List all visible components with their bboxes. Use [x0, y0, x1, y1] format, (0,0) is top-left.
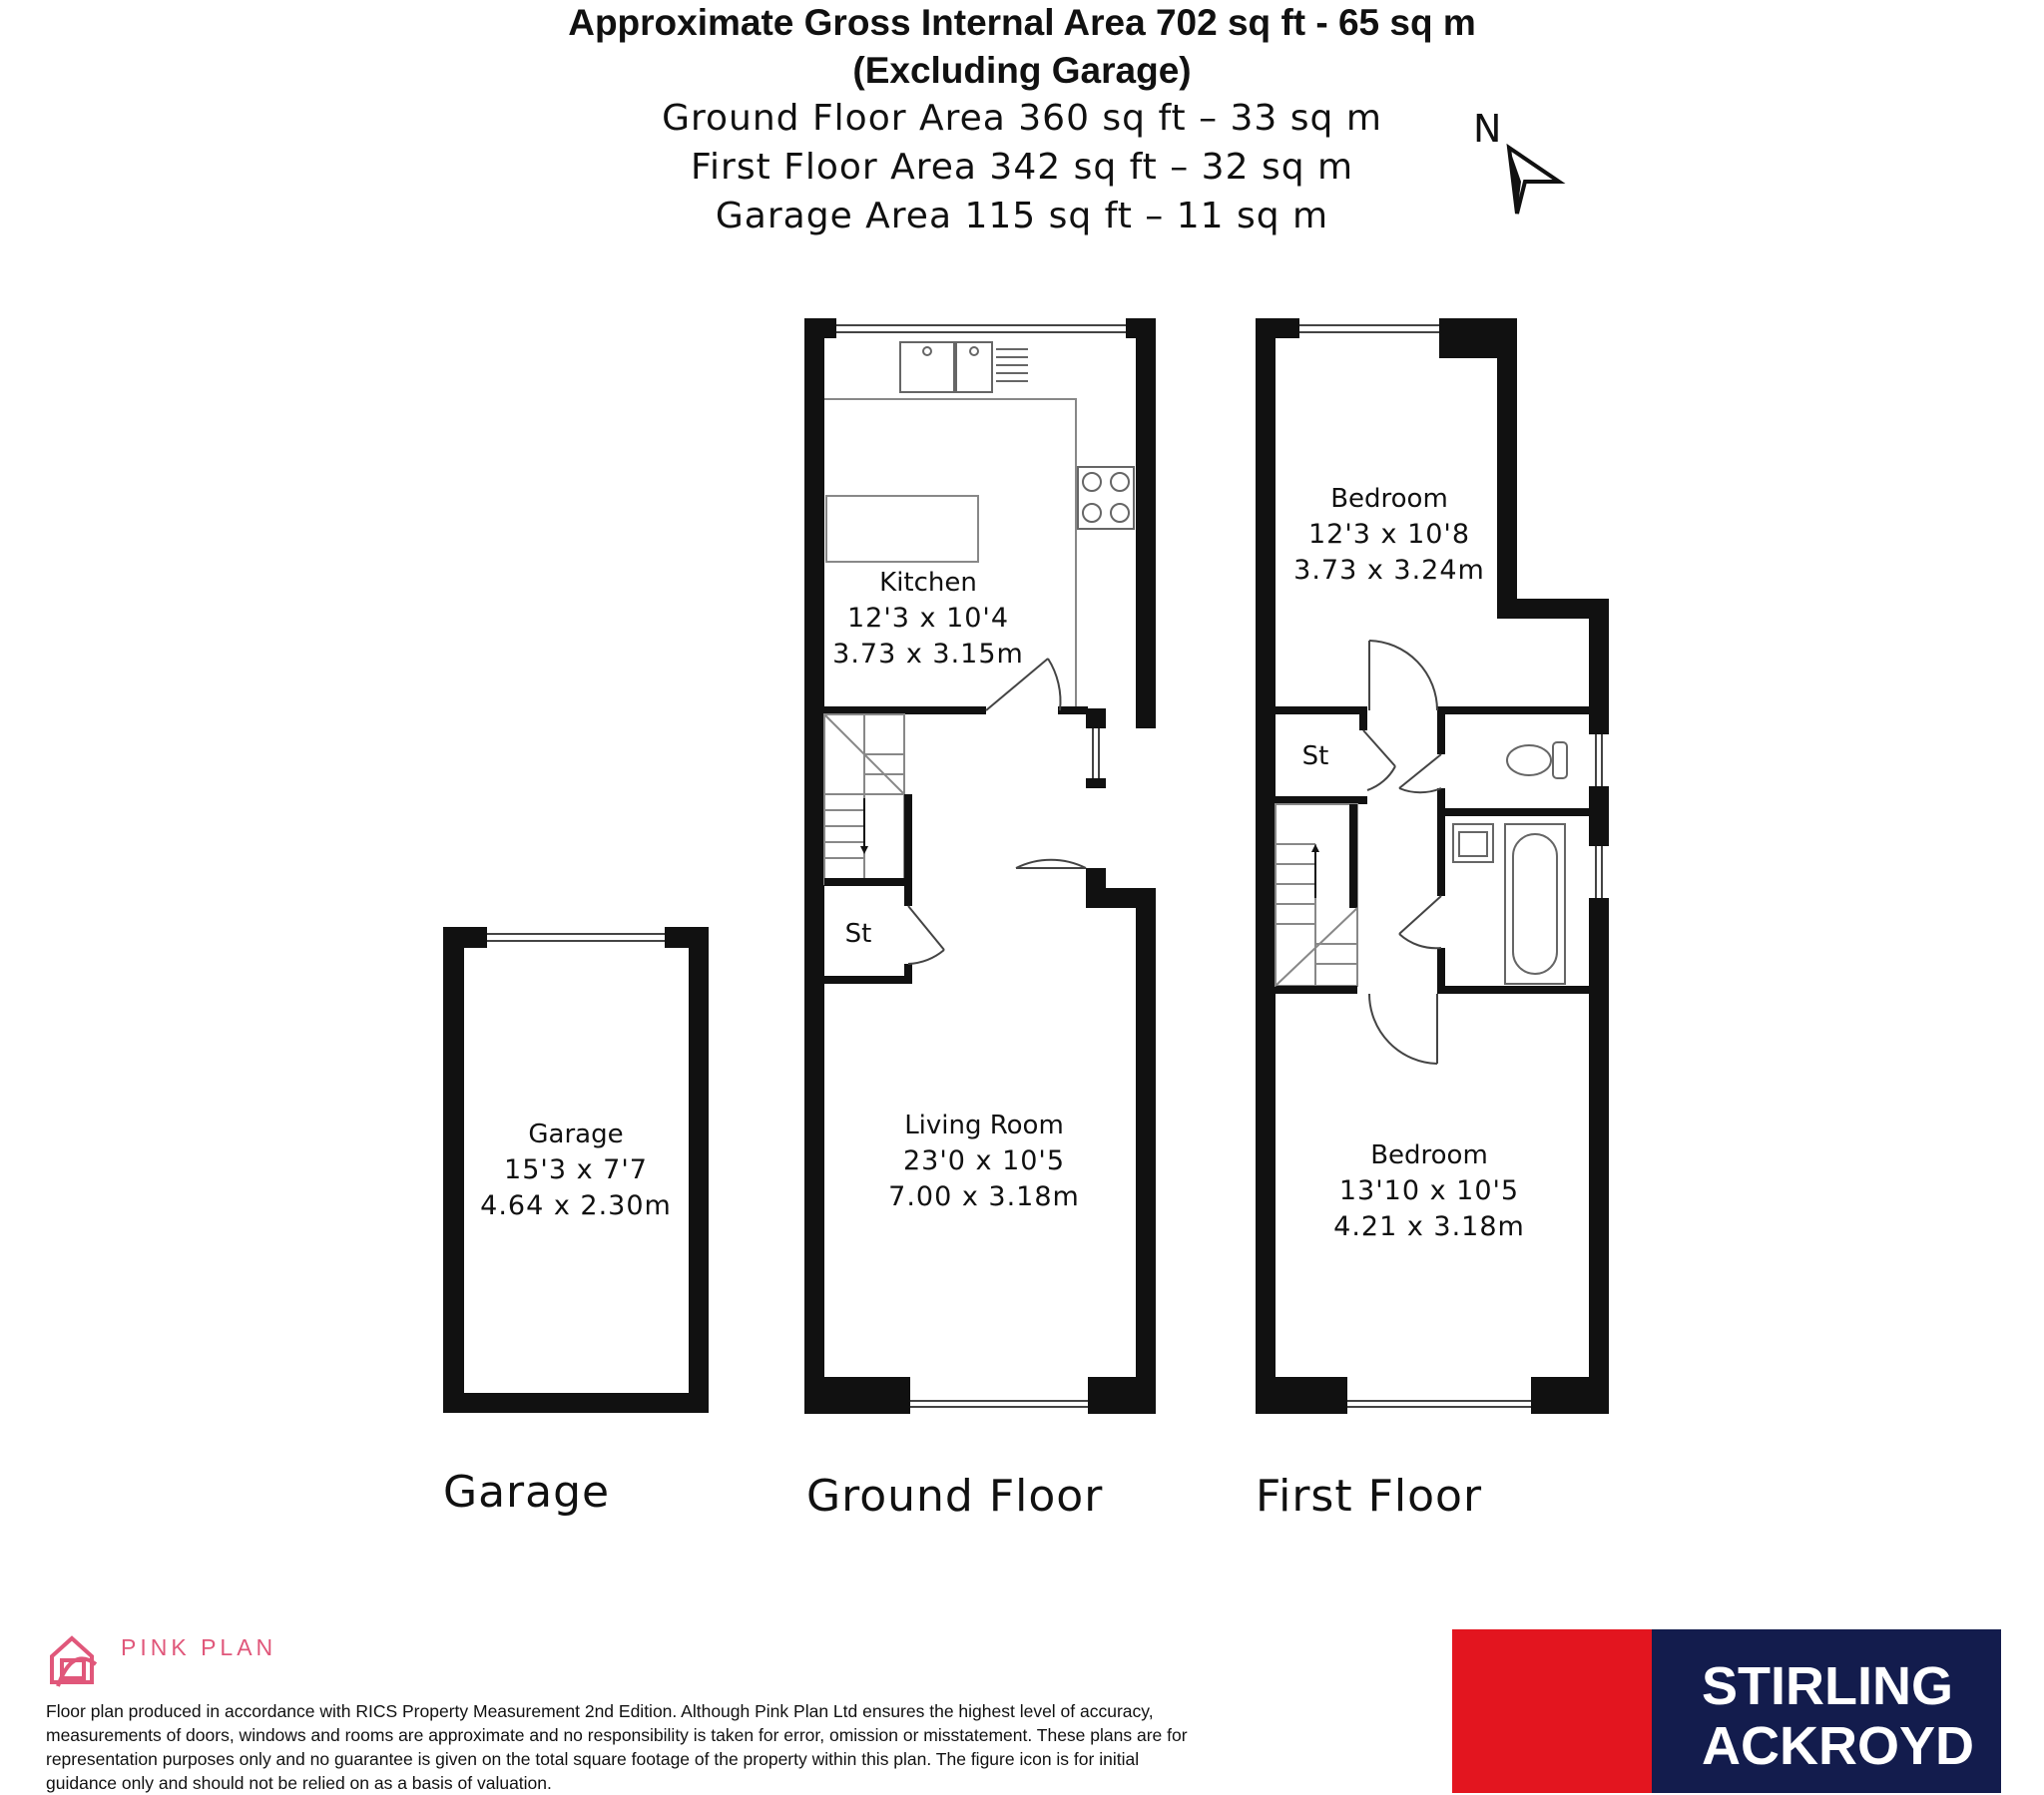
- gross-area-title: Approximate Gross Internal Area 702 sq ft - 65 sq m: [568, 2, 1476, 43]
- garage-room-metric: 4.64 x 2.30m: [480, 1190, 672, 1221]
- ground-floor-area: Ground Floor Area 360 sq ft – 33 sq m: [662, 98, 1382, 139]
- bedroom1-room-metric: 3.73 x 3.24m: [1293, 555, 1485, 586]
- garage-plan: [443, 927, 709, 1413]
- disclaimer-text: Floor plan produced in accordance with RICS Property Measurement 2nd Edition. Although Pink Plan Ltd ensures the highest level of accuracy, measurements of doors, windows and rooms are approximate and no responsibility is taken for error, omission or misstatement. These plans are for representation purposes only and no guarantee is given on the total square footage of the property within this plan. The figure icon is for initial guidance only and should not be relied on as a basis of valuation.: [46, 1701, 1188, 1793]
- garage-floor-label: Garage: [443, 1467, 611, 1518]
- pink-plan-brand: PINK PLAN: [121, 1634, 277, 1660]
- kitchen-room-imperial: 12'3 x 10'4: [846, 603, 1010, 634]
- kitchen-room-name: Kitchen: [879, 568, 977, 598]
- first-store-name: St: [1301, 741, 1329, 771]
- first-floor-label: First Floor: [1256, 1471, 1483, 1522]
- ground-floor-plan: [804, 318, 1156, 1414]
- stirling-ackroyd-logo: [1452, 1629, 2001, 1793]
- ground-store-name: St: [844, 919, 872, 949]
- living-room-name: Living Room: [904, 1111, 1064, 1140]
- garage-room-name: Garage: [528, 1120, 624, 1149]
- bedroom1-room-name: Bedroom: [1330, 484, 1448, 514]
- agency-logo-red-panel: [1452, 1629, 1652, 1793]
- garage-area: Garage Area 115 sq ft – 11 sq m: [715, 196, 1329, 236]
- bedroom2-room-name: Bedroom: [1370, 1140, 1488, 1170]
- agency-name-line2: ACKROYD: [1702, 1716, 1975, 1776]
- agency-logo-text-panel: [1652, 1629, 2001, 1793]
- ground-floor-label: Ground Floor: [806, 1471, 1104, 1522]
- pink-plan-logo-icon: [52, 1638, 96, 1686]
- first-floor-plan: [1256, 318, 1609, 1414]
- first-floor-area: First Floor Area 342 sq ft – 32 sq m: [690, 147, 1354, 188]
- living-room-metric: 7.00 x 3.18m: [888, 1181, 1080, 1212]
- gross-area-subtitle: (Excluding Garage): [852, 50, 1192, 91]
- north-arrow-icon: [1473, 107, 1559, 214]
- living-room-imperial: 23'0 x 10'5: [902, 1145, 1066, 1176]
- bedroom2-room-imperial: 13'10 x 10'5: [1338, 1175, 1520, 1206]
- bedroom1-room-imperial: 12'3 x 10'8: [1307, 519, 1471, 550]
- compass-n-label: N: [1473, 107, 1502, 151]
- bedroom2-room-metric: 4.21 x 3.18m: [1333, 1211, 1525, 1242]
- agency-name-line1: STIRLING: [1702, 1656, 1953, 1716]
- garage-room-imperial: 15'3 x 7'7: [504, 1154, 648, 1185]
- kitchen-room-metric: 3.73 x 3.15m: [832, 639, 1024, 670]
